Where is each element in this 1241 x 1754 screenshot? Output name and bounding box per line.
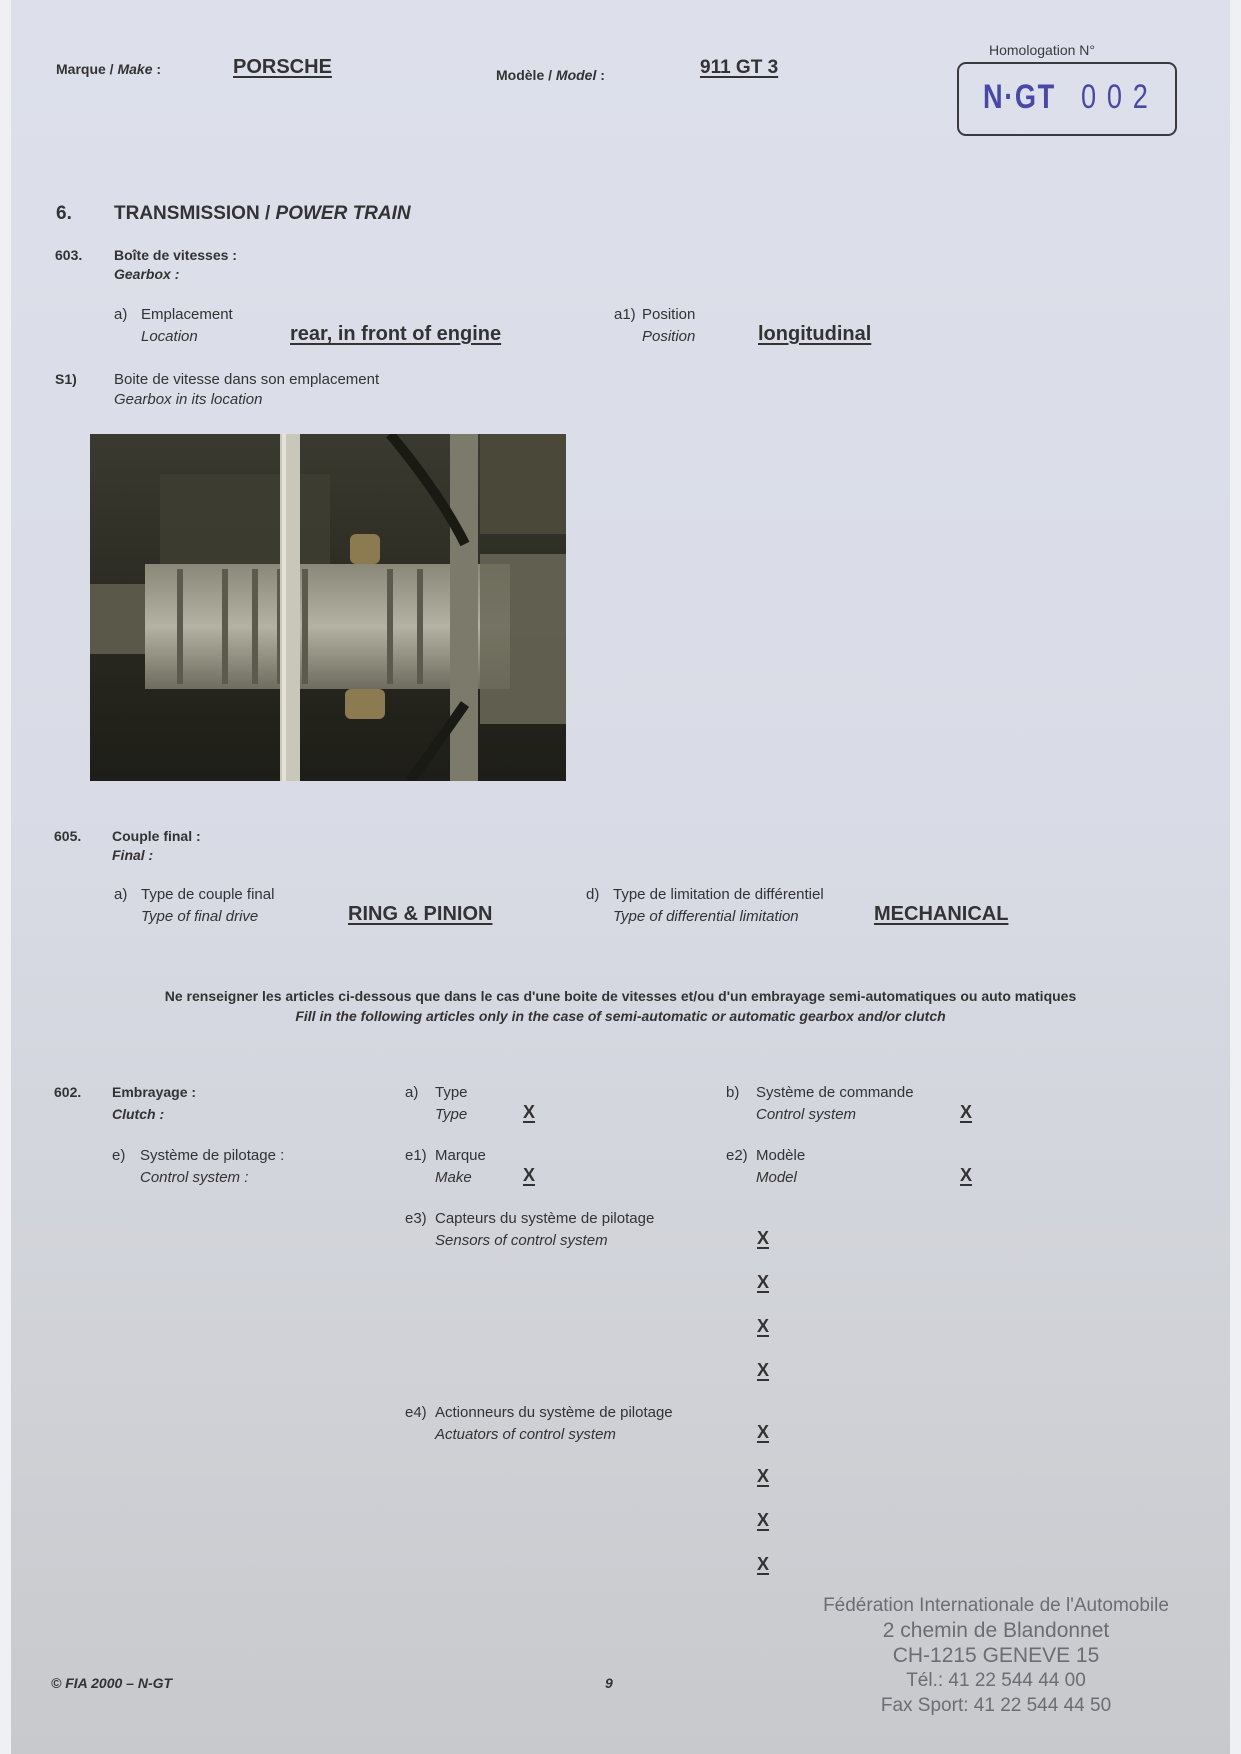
position-marker: a1) — [614, 306, 636, 323]
gearbox-photo — [90, 434, 566, 781]
clutch-title-fr: Embrayage : — [112, 1084, 197, 1100]
notice-en: Fill in the following articles only in the case of semi-automatic or automatic gearbox and/or clutch — [295, 1008, 946, 1024]
command-marker: b) — [726, 1084, 740, 1101]
limitation-value: MECHANICAL — [874, 903, 1009, 925]
control-label-en: Control system : — [140, 1169, 249, 1186]
actuators-value: X — [757, 1466, 770, 1486]
sensors-marker: e3) — [405, 1210, 427, 1227]
homologation-number: 0 0 2 — [1081, 78, 1150, 116]
photo-marker: S1) — [55, 371, 77, 387]
clutch-type-label-en: Type — [435, 1106, 468, 1123]
sensors-value: X — [757, 1228, 770, 1248]
make-value: PORSCHE — [233, 56, 332, 78]
actuators-value: X — [757, 1510, 770, 1530]
notice-fr: Ne renseigner les articles ci-dessous que dans le cas d'une boite de vitesses et/ou d'un embrayage semi-automatiques ou auto matiques — [164, 988, 1077, 1004]
clutch-type-label-fr: Type — [435, 1084, 468, 1101]
clutch-make-value: X — [523, 1165, 536, 1185]
final-drive-type-value: RING & PINION — [348, 903, 493, 925]
model-colon: : — [600, 67, 605, 83]
gearbox-photo-drawing — [90, 434, 566, 781]
final-drive-type-label-en: Type of final drive — [141, 908, 259, 925]
sensors-value: X — [757, 1360, 770, 1380]
model-value: 911 GT 3 — [700, 57, 779, 78]
make-label-fr: Marque / — [56, 61, 114, 77]
model-label — [496, 67, 605, 83]
sensors-label-en: Sensors of control system — [435, 1232, 608, 1249]
limitation-label-en: Type of differential limitation — [613, 908, 799, 925]
final-drive-type-marker: a) — [114, 886, 128, 903]
fia-name: Fédération Internationale de l'Automobile — [823, 1595, 1169, 1616]
location-label-en: Location — [141, 328, 198, 345]
section-title-fr: TRANSMISSION / — [114, 203, 271, 224]
section-title — [114, 203, 411, 225]
final-drive-title-en: Final : — [112, 847, 154, 863]
fia-fax: Fax Sport: 41 22 544 44 50 — [880, 1695, 1112, 1716]
section-title-en: POWER TRAIN — [275, 203, 411, 224]
make-label — [56, 61, 161, 77]
command-label-fr: Système de commande — [756, 1084, 914, 1101]
gearbox-title-en: Gearbox : — [114, 266, 180, 282]
make-colon: : — [156, 61, 162, 77]
sensors-label-fr: Capteurs du système de pilotage — [435, 1210, 655, 1227]
model-label-en: Model — [555, 67, 597, 83]
clutch-type-value: X — [523, 1102, 536, 1122]
photo-caption-en: Gearbox in its location — [114, 391, 263, 408]
location-label-fr: Emplacement — [141, 306, 233, 323]
fia-address-block — [781, 1593, 1211, 1718]
final-drive-type-label-fr: Type de couple final — [141, 886, 275, 903]
clutch-make-label-fr: Marque — [435, 1147, 486, 1164]
clutch-make-marker: e1) — [405, 1147, 427, 1164]
actuators-value: X — [757, 1554, 770, 1574]
homologation-label: Homologation N° — [989, 42, 1095, 58]
sensors-value: X — [757, 1316, 770, 1336]
gearbox-title-fr: Boîte de vitesses : — [114, 247, 237, 263]
location-value: rear, in front of engine — [290, 323, 502, 345]
copyright: © FIA 2000 – N-GT — [51, 1675, 173, 1691]
homologation-stamp-box — [957, 62, 1177, 136]
sensors-value: X — [757, 1272, 770, 1292]
gearbox-number: 603. — [55, 247, 83, 263]
clutch-title-en: Clutch : — [112, 1106, 165, 1122]
clutch-make-label-en: Make — [435, 1169, 472, 1186]
clutch-type-marker: a) — [405, 1084, 419, 1101]
actuators-value: X — [757, 1422, 770, 1442]
fia-phone: Tél.: 41 22 544 44 00 — [906, 1670, 1086, 1691]
clutch-number: 602. — [54, 1084, 82, 1100]
model-label-fr: Modèle / — [496, 67, 553, 83]
control-label-fr: Système de pilotage : — [140, 1147, 285, 1164]
actuators-marker: e4) — [405, 1404, 427, 1421]
document-page — [11, 0, 1230, 1754]
final-drive-title-fr: Couple final : — [112, 828, 201, 844]
section-number: 6. — [56, 203, 72, 224]
photo-caption-fr: Boite de vitesse dans son emplacement — [114, 371, 380, 388]
clutch-model-label-en: Model — [756, 1169, 797, 1186]
command-label-en: Control system — [756, 1106, 857, 1123]
final-drive-number: 605. — [54, 828, 82, 844]
position-label-fr: Position — [642, 306, 696, 323]
limitation-label-fr: Type de limitation de différentiel — [613, 886, 824, 903]
homologation-prefix: N·GT — [983, 78, 1056, 116]
position-value: longitudinal — [758, 323, 872, 345]
command-value: X — [960, 1102, 973, 1122]
clutch-model-label-fr: Modèle — [756, 1147, 806, 1164]
fia-street: 2 chemin de Blandonnet — [882, 1619, 1110, 1642]
fia-city: CH-1215 GENEVE 15 — [892, 1644, 1100, 1667]
limitation-marker: d) — [586, 886, 600, 903]
make-label-en: Make — [117, 61, 153, 77]
actuators-label-en: Actuators of control system — [435, 1426, 616, 1443]
location-marker: a) — [114, 306, 128, 323]
position-label-en: Position — [642, 328, 696, 345]
control-marker: e) — [112, 1147, 126, 1164]
page-number: 9 — [605, 1675, 613, 1691]
clutch-model-value: X — [960, 1165, 973, 1185]
actuators-label-fr: Actionneurs du système de pilotage — [435, 1404, 673, 1421]
clutch-model-marker: e2) — [726, 1147, 748, 1164]
